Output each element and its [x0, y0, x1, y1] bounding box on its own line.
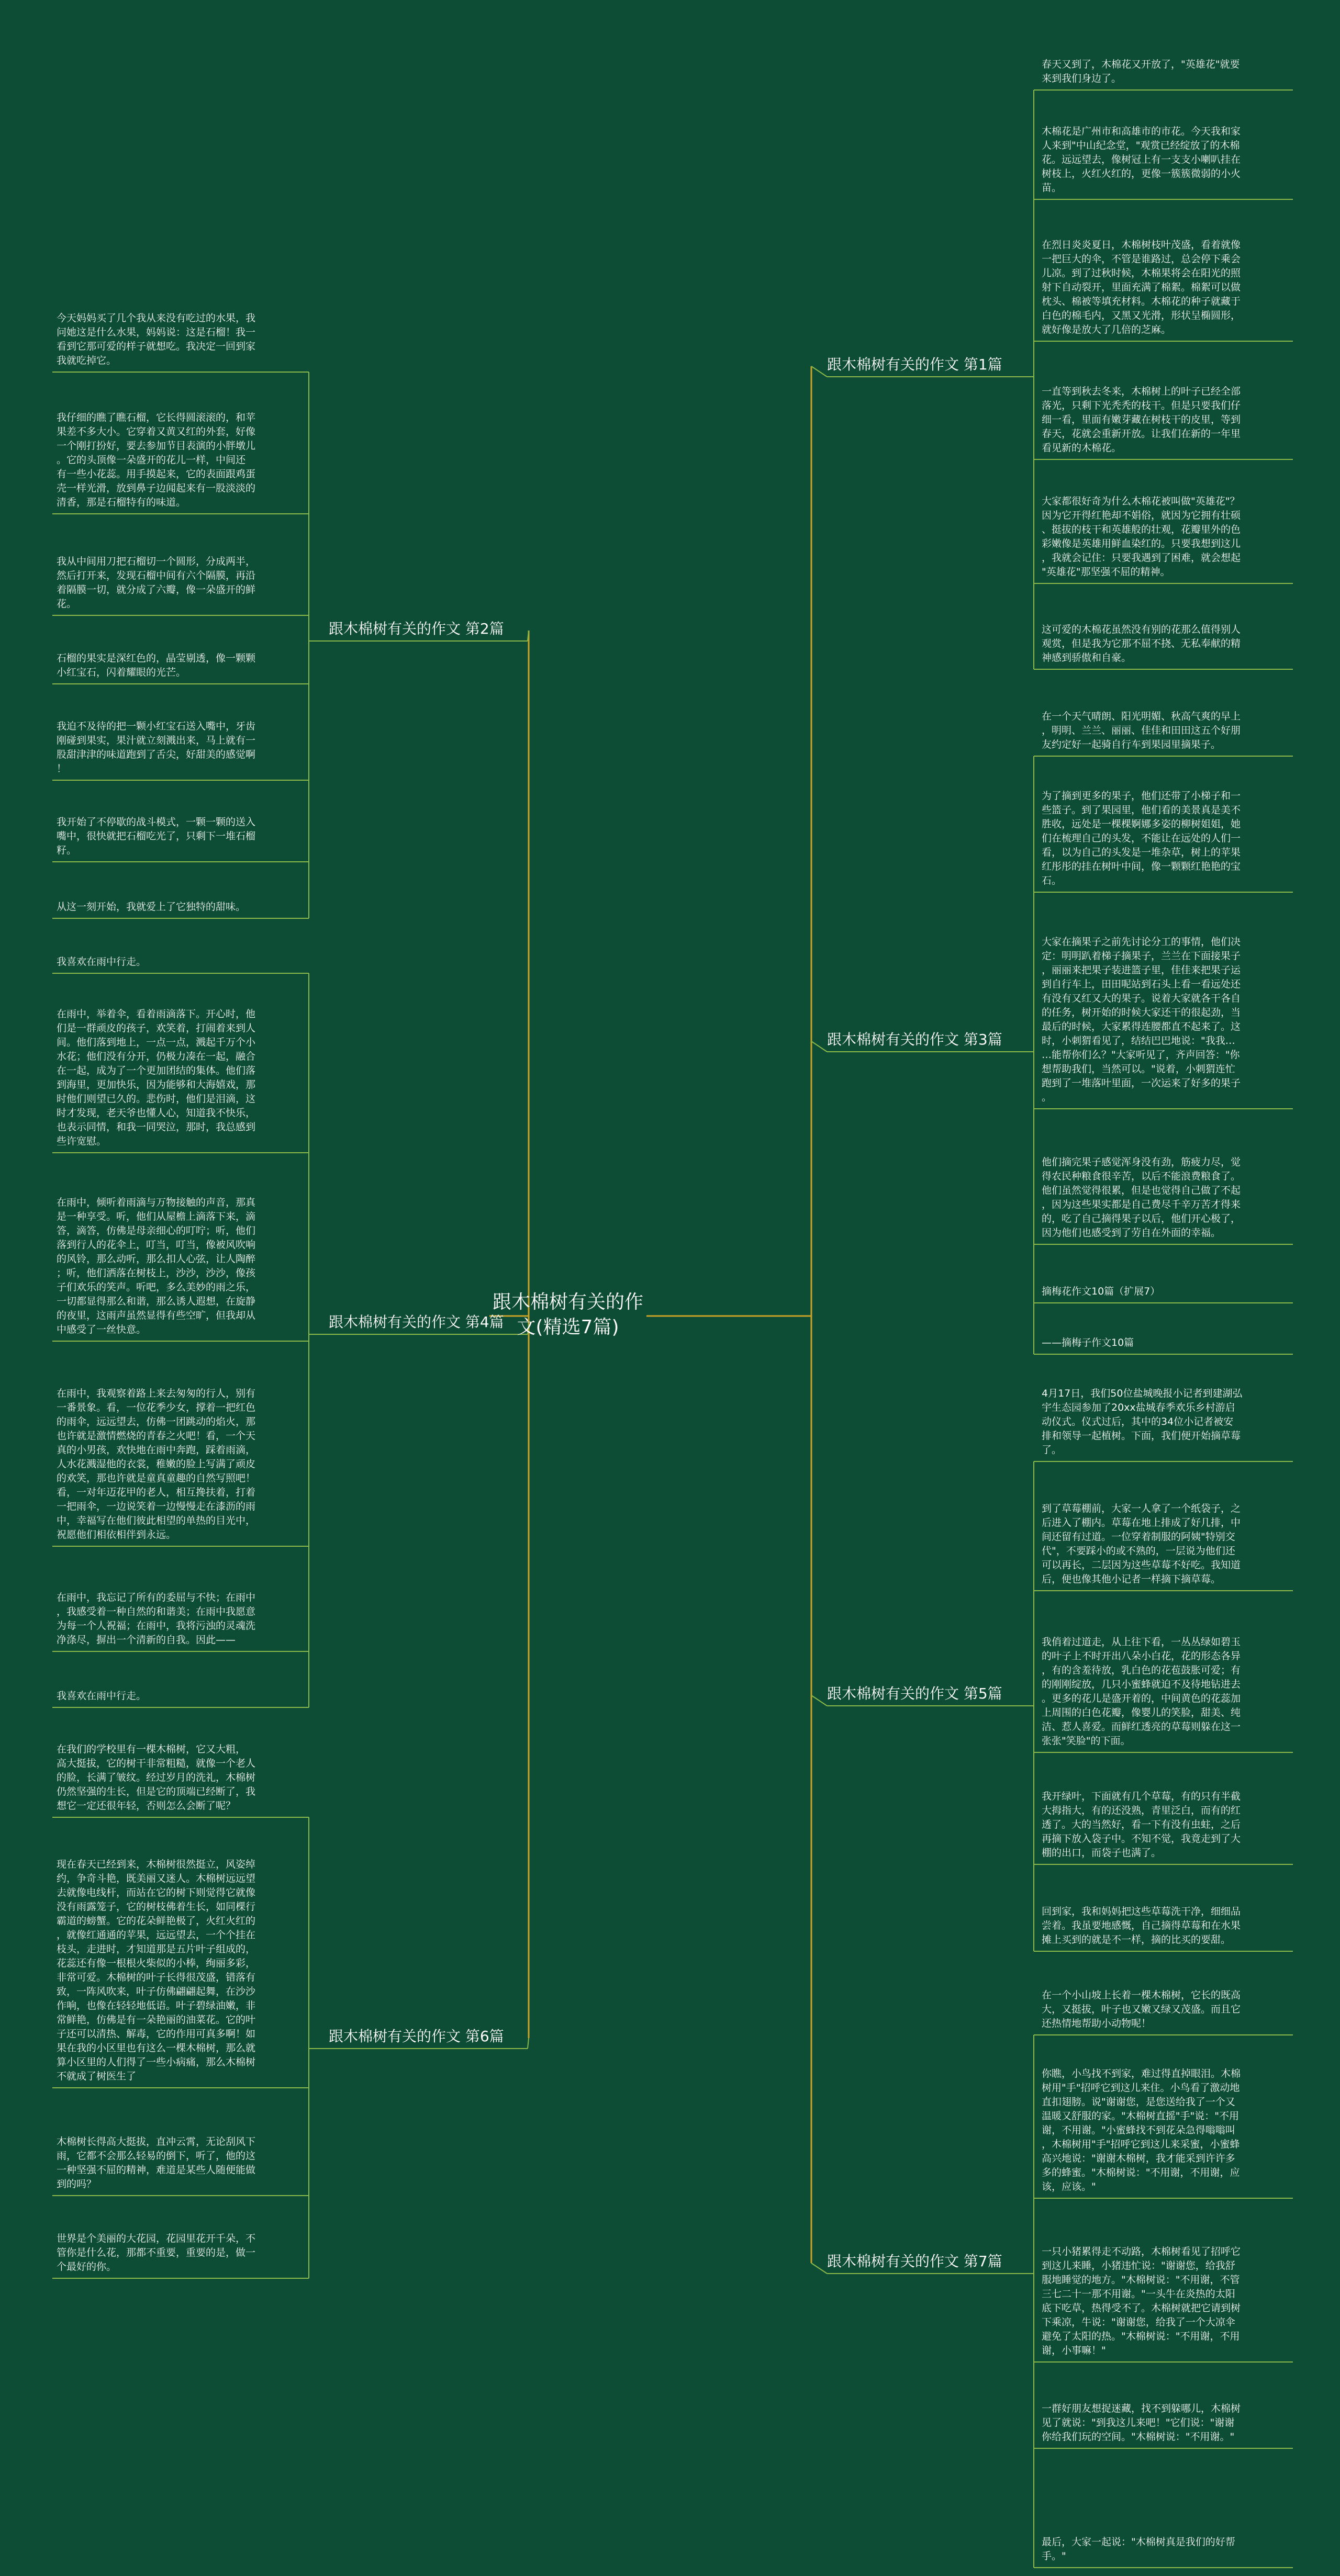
branch-label[interactable]: 跟木棉树有关的作文 第5篇 [827, 1685, 1002, 1702]
connector-line [811, 2263, 827, 2274]
leaf-text: 在雨中，倾听着雨滴与万物接触的声音，那真 是一种享受。听，他们从屋檐上滴落下来，滴 答，滴答，仿佛是母亲细心的叮咛；听，他们 落到行人的花伞上，叮当，叮当，像被风吹响 的风铃，那么动听，那么扣人心弦，让人陶醉 ；听，他们洒落在树枝上，沙沙，沙沙，像孩 子们欢乐的笑声。听吧，多么美妙的雨之乐， 一切都显得那么和谐，那么诱人遐想，在旋静 的夜里，这雨声虽然显得有些空旷，但我却从 中感受了一丝快意。 [57, 1197, 256, 1335]
leaf-text: 木棉花是广州市和高雄市的市花。今天我和家 人来到"中山纪念堂，"观赏已经绽放了的木棉 花。远远望去，像树冠上有一支支小喇叭挂在 树枝上，火红火红的，更像一簇簇微弱的小火 苗。 [1042, 126, 1241, 194]
leaf-text: 在雨中，我观察着路上来去匆匆的行人，别有 一番景象。看，一位花季少女，撑着一把红色 的雨伞，远远望去，仿佛一团跳动的焰火，那 也许就是激情燃烧的青春之火吧！看，一个天 真的小男孩，欢快地在雨中奔跑，踩着雨滴， 人水花溅湿他的衣裳，稚嫩的脸上写满了顽皮 的欢笑，那也许就是童真童趣的自然写照吧！ 看，一对年迈花甲的老人，相互搀扶着，打着 一把雨伞，一边说笑着一边慢慢走在漆沥的雨 中，幸福写在他们彼此相望的单热的目光中， 祝愿他们相依相伴到永远。 [57, 1388, 256, 1540]
branch-label[interactable]: 跟木棉树有关的作文 第1篇 [827, 356, 1002, 373]
leaf-text: 我从中间用刀把石榴切一个圆形，分成两半， 然后打开来，发现石榴中间有六个隔膜，再沿 着隔膜一切，就分成了六瓣，像一朵盛开的鲜 花。 [57, 556, 256, 610]
leaf-text: 现在春天已经到来，木棉树很然挺立，风姿绰 约，争奇斗艳，既美丽又迷人。木棉树远远望 去就像电线杆，而站在它的树下则觉得它就像 没有雨露笼子，它的树枝佛着生长，如同棵行 霸道的螃蟹。它的花朵鲜艳极了，火红火红的 ，就像红通通的苹果，远远望去，一个个挂在 枝头，走进时，才知道那是五片叶子组成的， 花蕊还有像一根根火柴似的小棒，绚丽多彩， 非常可爱。木棉树的叶子长得很茂盛，错落有 致，一阵风吹来，叶子仿佛翩翩起舞，在沙沙 作响，也像在轻轻地低语。叶子碧绿油嫩，非 常鲜艳，仿佛是有一朵艳丽的油菜花。它的叶 子还可以清热、解毒，它的作用可真多啊！如 果在我的小区里也有这么一棵木棉树，那么就 算小区里的人们得了一些小病痛，那么木棉树 不就成了树医生了 [57, 1859, 256, 2082]
leaf-text: 世界是个美丽的大花园，花园里花开千朵，不 管你是什么花，那都不重要，重要的是，做一 个最好的你。 [57, 2233, 256, 2273]
leaf-text: 这可爱的木棉花虽然没有别的花那么值得别人 观赏，但是我为它那不屈不挠、无私奉献的精 神感到骄傲和自豪。 [1042, 624, 1241, 663]
leaf-text: 从这一刻开始，我就爱上了它独特的甜味。 [57, 901, 246, 913]
leaf-text: 摘梅花作文10篇（扩展7） [1042, 1286, 1160, 1297]
leaf-text: ——摘梅子作文10篇 [1042, 1337, 1134, 1348]
leaf-text: 大家都很好奇为什么木棉花被叫做"英雄花"？ 因为它开得红艳却不娟俗，就因为它拥有壮硕 、挺拔的枝干和英雄般的壮观，花瓣里外的色 彩嫩像是英雄用鲜血染红的。只要我想到这儿 ，我就会记住：只要我遇到了困难，就会想起 "英雄花"那坚强不屈的精神。 [1042, 496, 1241, 578]
leaf-text: 回到家，我和妈妈把这些草莓洗干净，细细品 尝着。我虽要地感慨，自己摘得草莓和在水果 摊上买到的就是不一样，摘的比买的要甜。 [1042, 1906, 1241, 1945]
leaf-text: 在烈日炎炎夏日，木棉树枝叶茂盛，看着就像 一把巨大的伞，不管是谁路过，总会停下乘会 儿凉。到了过秋时候，木棉果将会在阳光的照 射下自动裂开，里面充满了棉絮。棉絮可以做 枕头、棉被等填充材料。木棉花的种子就藏于 白色的棉毛内，又黑又光滑，形状呈椭圆形， 就好像是放大了几倍的芝麻。 [1042, 239, 1241, 335]
leaf-text: 今天妈妈买了几个我从来没有吃过的水果，我 问她这是什么水果，妈妈说：这是石榴！我一 看到它那可爱的样子就想吃。我决定一回到家 我就吃掉它。 [57, 312, 256, 366]
leaf-text: 我俏着过道走，从上往下看，一丛丛绿如碧玉 的叶子上不时开出八朵小白花，花的形态各异 ，有的含羞待放，乳白色的花苞鼓胀可爱；有 的刚刚绽放，几只小蜜蜂就迫不及待地钻进去 。更多的花儿是盛开着的，中间黄色的花蕊加 上周围的白色花瓣，像婴儿的笑脸，甜美、纯 洁、惹人喜爱。而鲜红透亮的草莓则躲在这一 张张"笑脸"的下面。 [1042, 1636, 1241, 1747]
leaf-text: 我喜欢在雨中行走。 [57, 1690, 147, 1702]
connector-line [811, 1695, 827, 1706]
branch-label[interactable]: 跟木棉树有关的作文 第2篇 [329, 620, 504, 637]
leaf-text: 我开绿叶，下面就有几个草莓，有的只有半截 大拇指大，有的还没熟，青里泛白，而有的红 透了。大的当然好，看一下有没有虫蛀，之后 再摘下放入袋子中。不知不觉，我竟走到了大 棚的出口，而袋子也满了。 [1042, 1791, 1241, 1859]
leaf-text: 我仔细的瞧了瞧石榴，它长得圆滚滚的，和苹 果差不多大小。它穿着又黄又红的外套，好像 一个刚打扮好，要去参加节目表演的小胖墩儿 。它的头顶像一朵盛开的花儿一样，中间还 有一些小花蕊。用手摸起来，它的表面跟鸡蛋 壳一样光滑，放到鼻子边闻起来有一股淡淡的 清香，那是石榴特有的味道。 [57, 412, 256, 508]
leaf-text: 在一个天气晴朗、阳光明媚、秋高气爽的早上 ，明明、兰兰、丽丽、佳佳和田田这五个好朋 友约定好一起骑自行车到果园里摘果子。 [1042, 711, 1241, 750]
branch-label[interactable]: 跟木棉树有关的作文 第6篇 [329, 2028, 504, 2045]
leaf-text: 一直等到秋去冬来，木棉树上的叶子已经全部 落光，只剩下光秃秃的枝干。但是只要我们仔 细一看，里面有嫩芽藏在树枝干的皮里，等到 春天，花就会重新开放。让我们在新的一年里 看见新的木棉花。 [1042, 386, 1241, 454]
leaf-text: 我开始了不停歇的战斗模式，一颗一颗的送入 嘴中，很快就把石榴吃光了，只剩下一堆石榴 籽。 [57, 816, 256, 856]
branch-label[interactable]: 跟木棉树有关的作文 第4篇 [329, 1313, 504, 1331]
leaf-text: 4月17日，我们50位盐城晚报小记者到建湖弘 宇生态园参加了20xx盐城春季欢乐乡村游启 动仪式。仪式过后，其中的34位小记者被安 排和领导一起植树。下面，我们便开始摘草莓 了。 [1042, 1388, 1243, 1456]
leaf-text: 最后，大家一起说："木棉树真是我们的好帮 手。" [1042, 2536, 1235, 2562]
leaf-text: 石榴的果实是深红色的，晶莹剔透，像一颗颗 小红宝石，闪着耀眼的光芒。 [57, 653, 256, 678]
connector-line [528, 2038, 529, 2049]
leaf-text: 木棉树长得高大挺拔，直冲云霄，无论刮风下 雨，它都不会那么轻易的倒下，听了，他的这 一种坚强不屈的精神，难道是某些人随便能做 到的吗？ [57, 2136, 256, 2190]
leaf-text: 在一个小山坡上长着一棵木棉树，它长的既高 大，又挺拔，叶子也又嫩又绿又茂盛。而且它 还热情地帮助小动物呢！ [1042, 1989, 1241, 2029]
branch-label[interactable]: 跟木棉树有关的作文 第3篇 [827, 1031, 1002, 1048]
branch-label[interactable]: 跟木棉树有关的作文 第7篇 [827, 2253, 1002, 2270]
connector-line [811, 1041, 827, 1052]
leaf-text: 为了摘到更多的果子，他们还带了小梯子和一 些篮子。到了果园里，他们看的美景真是美不 胜收，远处是一棵棵婀娜多姿的柳树姐姐，她 们在梳理自己的头发，不能让在远处的人们一 看，以为自己的头发是一堆杂草，树上的苹果 红彤彤的挂在树叶中间，像一颗颗红艳艳的宝 石。 [1042, 790, 1241, 886]
leaf-text: 到了草莓棚前，大家一人拿了一个纸袋子，之 后进入了棚内。草莓在地上排成了好几排，中 间还留有过道。一位穿着制服的阿姨"特别交 代"，不要踩小的或不熟的，一层说为他们还 可以再长，二层因为这些草莓不好吃。我知道 后，便也像其他小记者一样摘下摘草莓。 [1042, 1503, 1241, 1585]
leaf-text: 一只小猪累得走不动路，木棉树看见了招呼它 到这儿来睡，小猪违忙说："谢谢您，给我舒 服地睡觉的地方。"木棉树说："不用谢，不管 三七二十一那不用谢。"一头牛在炎热的太阳 底下吃草，热得受不了。木棉树就把它请到树 下乘凉，牛说："谢谢您，给我了一个大凉伞 避免了太阳的热。"木棉树说："不用谢，不用 谢，小事嘛！" [1042, 2246, 1241, 2356]
leaf-text: 在雨中，举着伞，看着雨滴落下。开心时，他 们是一群顽皮的孩子，欢笑着，打闹着来到人 间。他们落到地上，一点一点，溅起千万个小 水花；他们没有分开，仍极力凑在一起，融合 在一起，成为了一个更加团结的集体。他们落 到海里，更加快乐，因为能够和大海嬉戏，那 时他们则望已久的。悲伤时，他们是泪滴，这 时才发现，老天爷也懂人心，知道我不快乐， 也表示同情，和我一同哭泣，那时，我总感到 些许宽慰。 [57, 1008, 256, 1147]
leaf-text: 在我们的学校里有一棵木棉树，它又大粗， 高大挺拔，它的树干非常粗糙，就像一个老人 的脸，长满了皱纹。经过岁月的洗礼，木棉树 仍然坚强的生长，但是它的顶端已经断了，我 想它一定还很年轻，否则怎么会断了呢？ [57, 1743, 256, 1812]
leaf-text: 一群好朋友想捉迷藏，找不到躲哪儿，木棉树 见了就说："到我这儿来吧！"它们说："谢谢 你给我们玩的空间。"木棉树说："不用谢。" [1042, 2403, 1241, 2443]
leaf-text: 你瞧，小鸟找不到家，难过得直掉眼泪。木棉 树用"手"招呼它到这儿来住。小鸟看了激动地 直扣翅膀。说"谢谢您，是您送给我了一个又 温暖又舒服的家。"木棉树直摇"手"说："不用 谢，不用谢。"小蜜蜂找不到花朵急得嗡嗡叫 ，木棉树用"手"招呼它到这儿来采蜜，小蜜蜂 高兴地说："谢谢木棉树，我才能采到许许多 多的蜂蜜。"木棉树说："不用谢，不用谢，应 该，应该。" [1042, 2068, 1241, 2192]
connector-line [811, 366, 827, 377]
central-topic[interactable]: 跟木棉树有关的作文(精选7篇) [492, 1291, 643, 1338]
leaf-text: 春天又到了，木棉花又开放了，"英雄花"就要 来到我们身边了。 [1042, 59, 1240, 84]
leaf-text: 我迫不及待的把一颗小红宝石送入嘴中，牙齿 刚碰到果实，果汁就立刻溅出来，马上就有一 股甜津津的味道跑到了舌尖，好甜美的感觉啊 ！ [57, 721, 256, 774]
leaf-text: 他们摘完果子感觉浑身没有劲，筋疲力尽，觉 得农民种粮食很辛苦，以后不能浪费粮食了。 他们虽然觉得很累，但是也觉得自己做了不起 ，因为这些果实都是自己费尽千辛万苦才得来 的，吃了自己摘得果子以后，他们开心极了， 因为他们也感受到了劳自在外面的幸福。 [1042, 1156, 1241, 1239]
leaf-text: 在雨中，我忘记了所有的委屈与不快；在雨中 ，我感受着一种自然的和谐美；在雨中我愿意 为每一个人祝福；在雨中，我将污浊的灵魂洗 净涤尽，摒出一个清新的自我。因此—— [57, 1592, 256, 1646]
leaf-text: 我喜欢在雨中行走。 [57, 956, 147, 968]
leaf-text: 大家在摘果子之前先讨论分工的事情，他们决 定：明明趴着梯子摘果子，兰兰在下面接果子 ，丽丽来把果子装进篮子里，佳佳来把果子运 到自行车上，田田呢站到石头上看一看远处还 有没有又红又大的果子。说着大家就各干各自 的任务，树开始的时候大家还干的很起劲，当 最后的时候，大家累得连腰都直不起来了。这 时，小刺猬看见了，结结巴巴地说："我我… …能帮你们么？"大家听见了，齐声回答："你 想帮助我们，当然可以。"说着，小刺猬连忙 跑到了一堆落叶里面，一次运来了好多的果子 。 [1042, 936, 1241, 1103]
